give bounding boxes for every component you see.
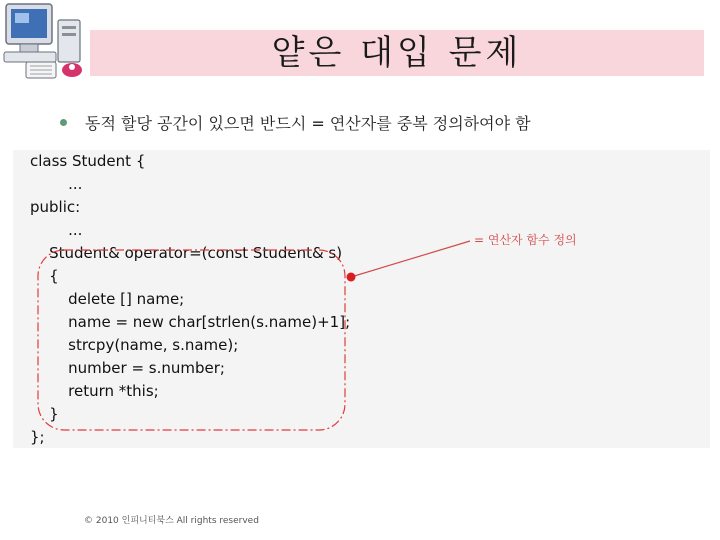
code-line: Student& operator=(const Student& s) [30,244,343,262]
bullet-dot-icon [60,119,67,126]
code-line: } [30,405,59,423]
code-line: ... [30,175,83,193]
code-line: strcpy(name, s.name); [30,336,239,354]
code-line: ... [30,221,83,239]
code-line: public: [30,198,81,216]
bullet-text: 동적 할당 공간이 있으면 반드시 = 연산자를 중복 정의하여야 함 [85,113,531,133]
code-line: number = s.number; [30,359,225,377]
code-line: { [30,267,59,285]
code-line: }; [30,428,45,446]
slide-title: 얕은 대입 문제 [271,33,523,73]
code-line: class Student { [30,152,146,170]
code-line: delete [] name; [30,290,185,308]
bullet-item [60,110,531,134]
code-panel [13,150,710,448]
annotation-text: = 연산자 함수 정의 [474,233,577,247]
code-line: name = new char[strlen(s.name)+1]; [30,313,351,331]
code-line: return *this; [30,382,159,400]
footer-copyright: © 2010 인피니티북스 All rights reserved [84,516,259,526]
title-band [90,30,704,76]
computer-logo-icon [0,0,92,84]
